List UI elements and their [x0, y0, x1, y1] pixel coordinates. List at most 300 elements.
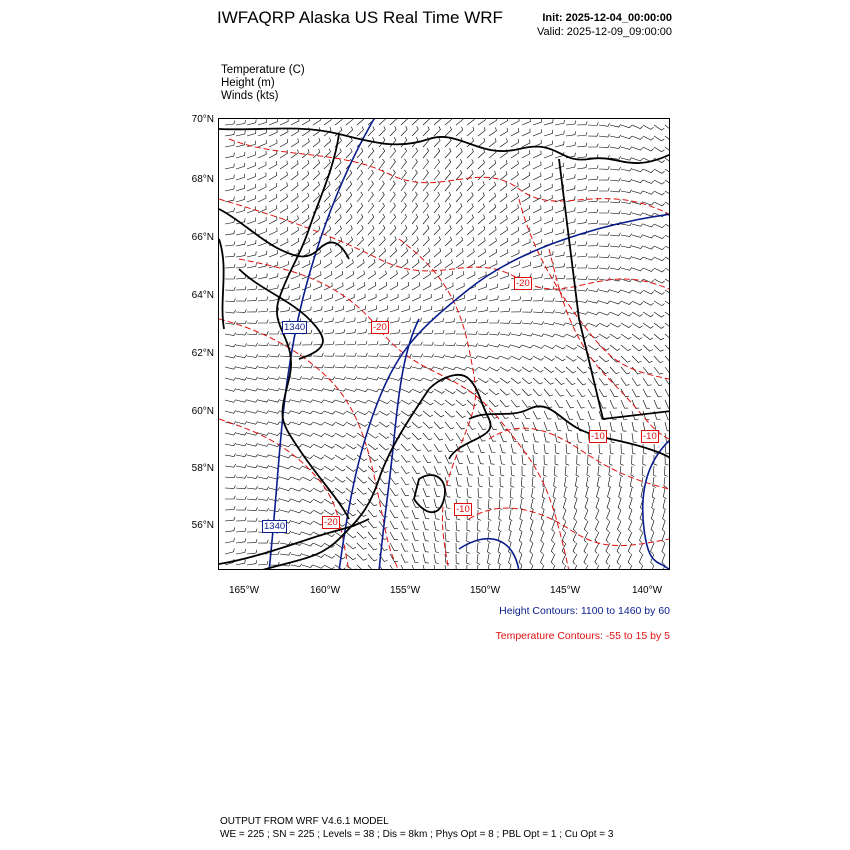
seward-peninsula [219, 209, 349, 259]
wind-barb [552, 510, 555, 521]
wind-barb [225, 475, 236, 478]
wind-barb [500, 389, 510, 395]
wind-barb [489, 182, 496, 191]
lat-label: 68°N [191, 174, 214, 185]
wind-barb [324, 554, 335, 558]
wind-barb [632, 191, 643, 194]
wind-barb [584, 532, 588, 543]
wind-barb [511, 466, 515, 476]
wind-barb [280, 216, 288, 224]
alaska-peninsula [259, 389, 429, 570]
wind-barb [500, 308, 510, 312]
wind-barb [621, 168, 632, 171]
wind-barb [379, 282, 387, 290]
wind-barb [313, 444, 324, 448]
wind-barb [236, 309, 246, 312]
wind-barb [401, 318, 410, 324]
wind-barb [313, 376, 324, 379]
wind-barb [533, 411, 541, 419]
wind-barb [434, 499, 440, 508]
wind-barb [577, 175, 587, 180]
wind-barb [553, 488, 556, 499]
wind-barb [631, 466, 634, 477]
wind-barb [247, 130, 256, 136]
wind-barb [599, 210, 609, 213]
wind-barb [379, 214, 385, 224]
wind-barb [522, 119, 530, 125]
wind-barb [643, 301, 654, 305]
wind-barb [610, 389, 618, 397]
wind-barb [478, 182, 484, 192]
wind-barb [522, 183, 530, 191]
wind-barb [445, 203, 451, 213]
wind-barb [522, 227, 530, 235]
wind-barb [511, 356, 522, 360]
wind-barb [335, 353, 345, 356]
wind-barb [621, 157, 632, 160]
lat-label: 64°N [191, 290, 214, 301]
wind-barb [478, 455, 484, 464]
wind-barb [555, 367, 565, 373]
wind-barb [357, 565, 367, 570]
wind-barb [445, 411, 455, 417]
wind-barb [467, 466, 473, 475]
wind-barb [368, 282, 376, 290]
wind-barb [258, 173, 266, 181]
wind-barb [456, 226, 463, 236]
wind-barb [247, 550, 257, 554]
wind-barb [632, 312, 643, 316]
wind-barb [423, 342, 433, 345]
wind-barb [236, 496, 246, 499]
wind-barb [423, 521, 429, 530]
wind-barb [621, 367, 630, 374]
wind-barb [269, 273, 278, 279]
wind-barb [621, 356, 631, 362]
wind-barb [379, 306, 388, 313]
wind-barb [346, 488, 356, 494]
wind-barb [500, 284, 509, 290]
wind-barb [542, 499, 545, 510]
wind-barb [434, 543, 439, 553]
wind-barb [324, 565, 335, 569]
wind-barb [302, 182, 309, 191]
wind-barb [302, 342, 312, 346]
wind-barb [324, 159, 330, 169]
wind-barb [620, 466, 623, 477]
wind-barb [665, 345, 670, 351]
wind-barb [555, 378, 565, 385]
wind-barb [434, 192, 440, 202]
wind-barb [401, 137, 407, 147]
wind-barb [335, 377, 346, 380]
wind-barb [225, 432, 236, 435]
wind-barb [555, 311, 566, 314]
wind-barb [511, 444, 517, 453]
wind-barb [588, 187, 598, 191]
wind-barb [665, 290, 670, 295]
wind-barb [456, 260, 464, 268]
wind-barb [291, 521, 302, 524]
wind-barb [654, 180, 665, 184]
wind-barb [390, 137, 396, 147]
wind-barb [489, 296, 498, 301]
wind-barb [368, 341, 378, 345]
wind-barb [596, 499, 599, 510]
wind-barb [477, 521, 480, 532]
wind-barb [291, 477, 302, 480]
wind-barb [346, 119, 353, 125]
wind-barb [489, 249, 497, 257]
wind-barb [247, 218, 256, 225]
wind-barb [588, 323, 599, 327]
wind-barb [489, 356, 500, 359]
wind-barb [652, 499, 655, 510]
wind-barb [522, 466, 525, 476]
wind-barb [225, 175, 234, 181]
temperature-contour-legend: Temperature Contours: -55 to 15 by 5 [495, 630, 670, 642]
wind-barb [519, 565, 522, 570]
wind-barb [357, 365, 368, 368]
wind-barb [489, 367, 500, 371]
field-temperature: Temperature (C) [221, 64, 305, 76]
wind-barb [445, 259, 452, 268]
wind-barb [236, 549, 246, 554]
wind-barb [390, 317, 399, 323]
wind-barb [643, 224, 654, 227]
wind-barb [280, 499, 291, 502]
wind-barb [555, 400, 563, 408]
wind-barb [390, 378, 401, 381]
wind-barb [566, 164, 575, 170]
wind-barb [368, 389, 379, 392]
wind-barb [357, 400, 368, 403]
wind-barb [225, 153, 234, 158]
wind-barb [500, 296, 510, 301]
wind-barb [324, 365, 335, 368]
wind-barb [313, 388, 324, 391]
wind-barb [610, 146, 621, 149]
wind-barb [573, 554, 577, 565]
wind-barb [489, 477, 493, 487]
wind-barb [533, 345, 544, 348]
wind-barb [434, 170, 440, 180]
wind-barb [236, 141, 245, 147]
wind-barb [643, 323, 653, 328]
wind-barb [456, 214, 462, 224]
wind-barb [599, 367, 608, 374]
wind-barb [368, 192, 373, 202]
wind-barb [467, 149, 473, 159]
wind-barb [478, 389, 488, 395]
wind-barb [577, 164, 587, 169]
wind-barb [551, 532, 555, 543]
wind-barb [554, 466, 557, 477]
wind-barb [551, 543, 555, 554]
lat-label: 60°N [191, 406, 214, 417]
wind-barb [346, 259, 353, 268]
wind-barb [357, 181, 363, 191]
wind-barb [467, 215, 474, 225]
arctic-coast [219, 128, 670, 163]
wind-barb [488, 521, 491, 532]
wind-barb [588, 312, 599, 315]
wind-barb [390, 126, 396, 136]
wind-barb [639, 565, 643, 570]
wind-barb [247, 443, 258, 446]
wind-barb [236, 207, 245, 213]
wind-barb [401, 248, 408, 257]
wind-barb [467, 356, 478, 359]
wind-barb [236, 528, 246, 532]
wind-barb [544, 130, 553, 136]
wind-barb [236, 443, 247, 446]
wind-barb [555, 263, 565, 268]
wind-barb [346, 214, 352, 224]
wind-barb [520, 510, 523, 521]
wind-barb [478, 422, 486, 430]
wind-barb [379, 353, 389, 356]
wind-barb [401, 411, 411, 416]
wind-barb [511, 367, 522, 372]
wind-barb [280, 477, 291, 480]
wind-barb [291, 193, 298, 202]
wind-barb [291, 149, 298, 158]
wind-barb [335, 329, 345, 334]
wind-barb [599, 266, 610, 269]
wind-barb [630, 488, 633, 499]
wind-barb [489, 455, 495, 464]
wind-barb [225, 527, 235, 532]
wind-barb [588, 243, 598, 247]
wind-barb [467, 400, 477, 406]
wind-barb [643, 389, 651, 397]
wind-barb [489, 499, 492, 509]
wind-barb [652, 488, 655, 499]
wind-barb [500, 249, 508, 257]
wind-barb [610, 255, 621, 258]
wind-barb [489, 320, 499, 323]
wind-barb [302, 499, 313, 503]
wind-barb [225, 253, 235, 257]
wind-barb [445, 355, 456, 358]
wind-barb [665, 334, 670, 340]
wind-barb [335, 422, 346, 426]
wind-barb [456, 411, 465, 418]
wind-barb [390, 192, 395, 202]
wind-barb [401, 159, 406, 169]
wind-barb [269, 411, 280, 414]
wind-barb [423, 248, 430, 257]
wind-barb [630, 477, 633, 488]
wind-barb [291, 353, 301, 356]
wind-barb [467, 271, 475, 279]
wind-barb [500, 320, 510, 323]
wind-barb [346, 127, 353, 136]
wind-barb [302, 376, 313, 379]
wind-barb [445, 294, 454, 301]
wind-barb [247, 518, 257, 521]
wind-barb [335, 341, 345, 345]
wind-barb [445, 510, 450, 520]
wind-barb [544, 310, 555, 313]
wind-barb [665, 312, 670, 317]
wind-barb [488, 565, 491, 570]
wind-barb [225, 186, 234, 192]
wind-barb [500, 444, 506, 453]
wind-barb [544, 334, 555, 337]
wind-barb [412, 543, 419, 552]
wind-barb [434, 237, 441, 247]
wind-barb [632, 422, 637, 431]
wind-barb [291, 433, 302, 436]
wind-barb [532, 488, 535, 499]
wind-barb [335, 226, 342, 235]
wind-barb [665, 301, 670, 306]
wind-barb [445, 137, 451, 147]
wind-barb [651, 565, 654, 570]
wind-barb [335, 433, 346, 437]
wind-barb [258, 228, 266, 235]
wind-barb [412, 271, 420, 279]
wind-barb [236, 163, 245, 169]
wind-barb [610, 323, 621, 327]
wind-barb [368, 259, 375, 268]
wind-barb [390, 225, 396, 235]
wind-barb [445, 367, 456, 370]
wind-barb [335, 400, 346, 403]
wind-barb [445, 127, 452, 136]
wind-barb [489, 193, 496, 202]
wind-barb [617, 543, 621, 554]
wind-barb [390, 354, 401, 357]
wind-barb [324, 329, 334, 334]
wind-barb [522, 321, 533, 324]
wind-barb [434, 342, 444, 345]
wind-barb [412, 306, 421, 312]
wind-barb [500, 128, 508, 136]
wind-barb [456, 271, 464, 279]
wind-barb [247, 529, 257, 532]
wind-barb [269, 205, 277, 213]
wind-barb [520, 499, 523, 510]
wind-barb [236, 241, 245, 246]
wind-barb [574, 510, 577, 521]
wind-barb [456, 378, 467, 382]
wind-barb [379, 192, 384, 202]
wind-barb [632, 367, 641, 374]
wind-barb [236, 399, 247, 402]
wind-barb [225, 496, 235, 499]
wind-barb [541, 554, 545, 565]
wind-barb [588, 220, 598, 224]
wind-barb [390, 543, 398, 551]
wind-barb [379, 236, 385, 246]
wind-barb [511, 238, 519, 246]
wind-barb [489, 389, 499, 395]
wind-barb [302, 365, 313, 368]
wind-barb [258, 151, 266, 158]
wind-barb [225, 355, 236, 358]
wind-barb [541, 543, 545, 554]
wind-barb [509, 532, 512, 543]
wind-barb [412, 282, 420, 290]
wind-barb [478, 378, 489, 383]
wind-barb [584, 565, 588, 570]
wind-barb [368, 225, 374, 235]
wind-barb [247, 476, 258, 479]
wind-barb [599, 243, 609, 246]
wind-barb [551, 565, 555, 570]
wind-barb [280, 183, 288, 192]
wind-barb [324, 271, 332, 279]
wind-barb [588, 133, 598, 136]
wind-barb [533, 297, 543, 301]
wind-barb [401, 306, 410, 312]
wind-barb [423, 192, 428, 202]
lon-label: 160°W [309, 585, 341, 596]
wind-barb [236, 432, 247, 435]
wind-barb [357, 170, 363, 180]
wind-barb [511, 477, 514, 487]
wind-barb [258, 251, 267, 257]
wind-barb [599, 134, 610, 137]
gulf-of-alaska-coast [469, 406, 670, 469]
wind-barb [258, 343, 269, 346]
wind-barb [477, 543, 480, 554]
wind-barb [500, 119, 508, 125]
wind-barb [401, 126, 407, 136]
wind-barb [280, 552, 291, 555]
wind-barb [522, 239, 530, 246]
wind-barb [478, 127, 485, 136]
wind-barb [390, 159, 395, 169]
wind-barb [566, 142, 576, 147]
wind-barb [412, 192, 417, 202]
wind-barb [379, 137, 385, 147]
wind-barb [390, 329, 400, 334]
wind-barb [247, 309, 257, 312]
wind-barb [663, 488, 666, 499]
wind-barb [269, 183, 277, 191]
wind-barb [423, 170, 428, 180]
wind-barb [313, 295, 322, 301]
wind-barb [225, 242, 235, 246]
wind-barb [651, 543, 654, 554]
wind-barb [544, 217, 552, 224]
wind-barb [500, 378, 510, 383]
wind-barb [643, 367, 652, 374]
height-contour [643, 439, 670, 570]
wind-barb [346, 365, 357, 368]
wind-barb [500, 332, 511, 335]
wind-barb [654, 323, 664, 328]
wind-barb [653, 466, 656, 477]
wind-barb [577, 186, 587, 191]
wind-barb [302, 400, 313, 403]
wind-barb [401, 294, 409, 301]
wind-barb [554, 477, 557, 488]
lat-label: 62°N [191, 348, 214, 359]
wind-barb [654, 257, 665, 261]
wind-barb [478, 171, 484, 181]
wind-barb [456, 237, 463, 246]
wind-barb [608, 488, 611, 499]
wind-barb [643, 191, 654, 194]
wind-barb [500, 367, 511, 371]
wind-barb [357, 532, 367, 538]
wind-barb [401, 225, 407, 235]
